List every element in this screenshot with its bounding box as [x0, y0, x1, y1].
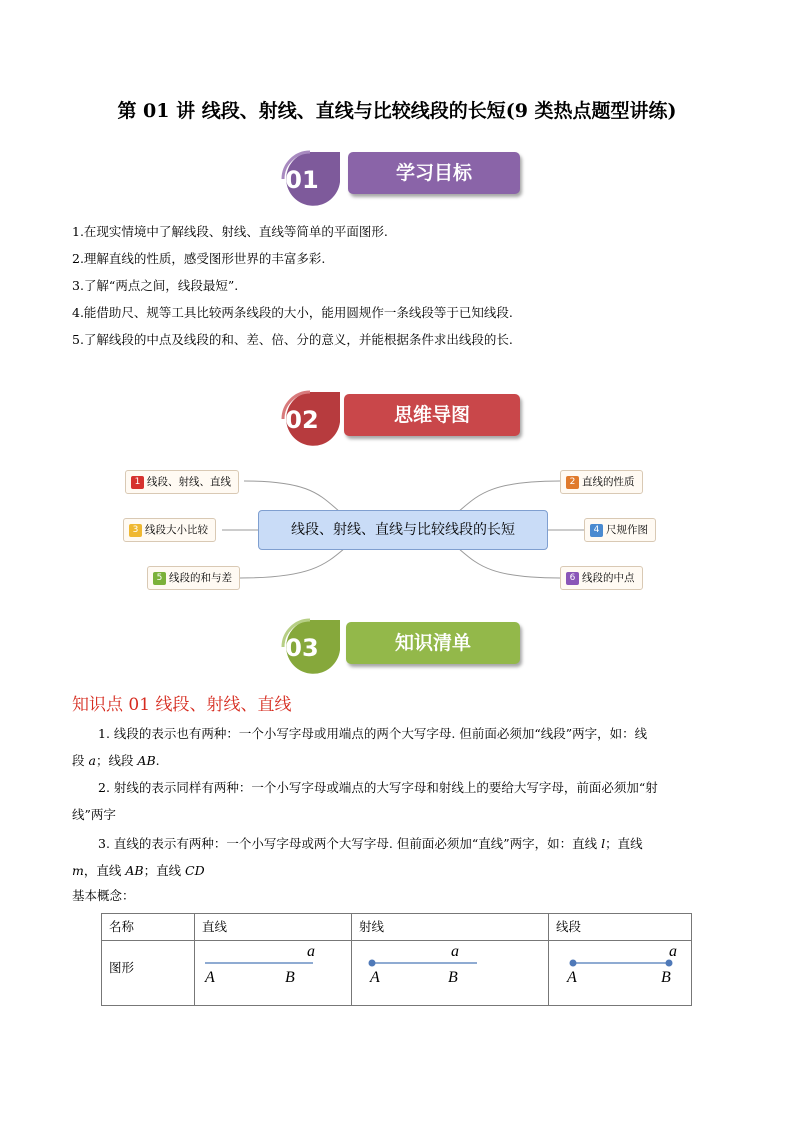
mindmap-node: 2 直线的性质 [560, 470, 643, 494]
mindmap-node: 1 线段、射线、直线 [125, 470, 239, 494]
label-A: A [205, 969, 215, 986]
mindmap-node: 6 线段的中点 [560, 566, 643, 590]
table-header: 线段 [549, 914, 692, 941]
mindmap-node: 3 线段大小比较 [123, 518, 216, 542]
label-B: B [661, 969, 671, 986]
ray-figure-cell [352, 941, 549, 1006]
label-B: B [448, 969, 458, 986]
label-a: a [451, 943, 459, 960]
goal-item: 5.了解线段的中点及线段的和、差、倍、分的意义，并能根据条件求出线段的长. [72, 332, 513, 347]
straight-line-figure [195, 941, 345, 1005]
knowledge-paragraph-2: 2. 射线的表示同样有两种：一个小写字母或端点的大写字母和射线上的要给大写字母，前面必须加“射 线”两字 [72, 780, 658, 822]
page-title: 第 01 讲 线段、射线、直线与比较线段的长短(9 类热点题型讲练) [117, 100, 677, 122]
section-badge-03 [270, 616, 530, 676]
concept-table [101, 913, 692, 1006]
label-a: a [307, 943, 315, 960]
table-header: 直线 [195, 914, 352, 941]
knowledge-paragraph-3: 3. 直线的表示有两种：一个小写字母或两个大写字母. 但前面必须加“直线”两字，如：直线 l；直线 m，直线 AB；直线 CD [72, 836, 643, 878]
section-number: 01 [285, 166, 319, 194]
goal-item: 3.了解“两点之间，线段最短”. [72, 278, 239, 293]
table-row-label: 图形 [102, 941, 195, 1006]
segment-figure-cell [549, 941, 692, 1006]
knowledge-paragraph-1: 1. 线段的表示也有两种：一个小写字母或用端点的两个大写字母. 但前面必须加“线段”两字，如：线 段 a；线段 AB. [72, 726, 648, 768]
line-figure-cell [195, 941, 352, 1006]
mindmap-node: 4 尺规作图 [584, 518, 656, 542]
goal-item: 1.在现实情境中了解线段、射线、直线等简单的平面图形. [72, 224, 388, 239]
section-label-bar: 学习目标 [348, 152, 520, 194]
ray-figure [352, 941, 542, 1005]
goal-item: 2.理解直线的性质，感受图形世界的丰富多彩. [72, 251, 326, 266]
mindmap-node: 5 线段的和与差 [147, 566, 240, 590]
table-header: 射线 [352, 914, 549, 941]
goal-item: 4.能借助尺、规等工具比较两条线段的大小，能用圆规作一条线段等于已知线段. [72, 305, 513, 320]
section-number: 03 [285, 634, 319, 662]
label-B: B [285, 969, 295, 986]
mindmap-center: 线段、射线、直线与比较线段的长短 [258, 510, 548, 550]
section-number: 02 [285, 406, 319, 434]
label-a: a [669, 943, 677, 960]
section-label-bar: 思维导图 [344, 394, 520, 436]
knowledge-heading: 知识点 01 线段、射线、直线 [72, 695, 292, 715]
section-label-bar: 知识清单 [346, 622, 520, 664]
basic-concepts-label: 基本概念： [72, 888, 135, 903]
table-header: 名称 [102, 914, 195, 941]
label-A: A [567, 969, 577, 986]
label-A: A [370, 969, 380, 986]
